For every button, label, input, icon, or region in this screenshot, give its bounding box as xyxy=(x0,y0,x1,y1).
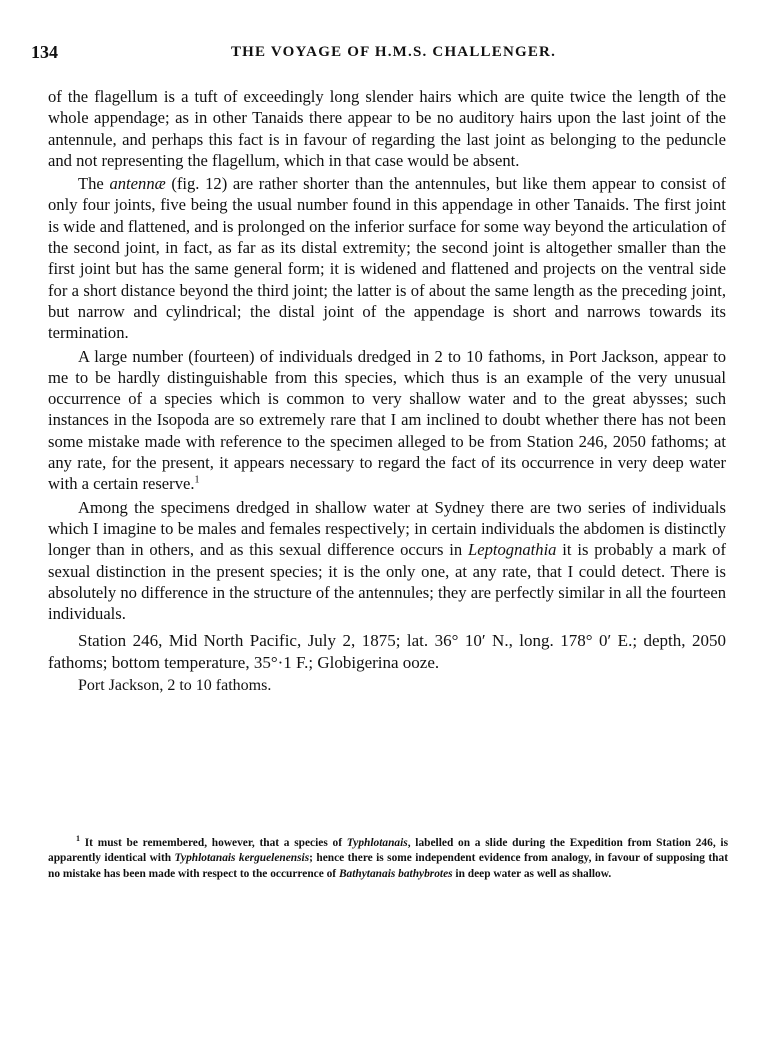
footnote-marker: 1 xyxy=(76,834,80,844)
paragraph-port-jackson-specimens xyxy=(48,346,726,495)
page-header xyxy=(31,42,756,68)
term-leptognathia: Leptognathia xyxy=(467,540,557,560)
paragraph-sexual-difference-prefix: Among the specimens dredged in shallow water at Sydney there are two series of individuals which I imagine to be males and females respectively; in certain individuals the abdomen is distinctly longer than in others, and as this sexual difference occurs in xyxy=(48,497,726,560)
paragraph-antennae xyxy=(48,173,726,343)
footnote-part-1: It must be remembered, however, that a species of xyxy=(80,837,347,849)
running-title: THE VOYAGE OF H.M.S. CHALLENGER. xyxy=(230,44,557,60)
port-jackson-record: Port Jackson, 2 to 10 fathoms. xyxy=(78,677,272,695)
paragraph-antennae-prefix: The xyxy=(78,174,110,194)
footnote-part-3: ; hence there is some independent evidence from analogy, in favour of supposing that no mistake has been made with respect to the occurrence of xyxy=(48,852,728,880)
footnote-part-4: in deep water as well as shallow. xyxy=(452,867,612,880)
footnote-reference: 1 xyxy=(194,474,200,486)
footnote-text xyxy=(48,836,728,882)
paragraph-antennae-text: (fig. 12) are rather shorter than the antennules, but like them appear to consist of only four joints, five being the usual number found in this appendage in other Tanaids. The first joint is wide and flattened, and is prolonged on the inferior surface for some way beyond the articulation of the second joint, in fact, as far as its distal extremity; the second joint is altogether smaller than the first joint but has the same general form; it is widened and flattened and projects on the ventral side for a short distance beyond the third joint; the latter is of about the same length as the preceding joint, but narrow and cylindrical; the distal joint of the appendage is short and narrows towards its termination. xyxy=(48,174,726,343)
footnote-part-2: , labelled on a slide during the Expedition from Station 246, is apparently identical with xyxy=(48,837,729,865)
term-antennae: antennæ xyxy=(109,174,166,194)
footnote-term-bathytanais: Bathytanais bathybrotes xyxy=(338,867,453,880)
footnote-term-kerguelenensis: Typhlotanais kerguelenensis xyxy=(174,852,310,865)
paragraph-sexual-difference xyxy=(48,497,726,625)
paragraph-sexual-difference-text: it is probably a mark of sexual distinction in the present species; it is the only one, at any rate, that I could detect. There is absolutely no difference in the structure of the antennules; they are perfectly similar in all the fourteen individuals. xyxy=(48,540,726,624)
footnote xyxy=(48,836,728,882)
paragraph-flagellum: of the flagellum is a tuft of exceedingly long slender hairs which are quite twice the length of the whole appendage; as in other Tanaids there appear to be no auditory hairs upon the last joint of the antennule, and perhaps this fact is in favour of regarding the last joint as belonging to the peduncle and not representing the flagellum, which in that case would be absent. xyxy=(48,87,726,170)
body-text xyxy=(48,86,726,698)
footnote-term-typhlotanais: Typhlotanais xyxy=(346,837,408,849)
paragraph-port-jackson-text: A large number (fourteen) of individuals dredged in 2 to 10 fathoms, in Port Jackson, appear to me to be hardly distinguishable from this species, which thus is an example of the very unusual occurrence of a species which is common to very shallow water and to the great abysses; such instances in the Isopoda are so extremely rare that I am inclined to doubt whether there has not been some mistake made with reference to the specimen alleged to be from Station 246, 2050 fathoms; at any rate, for the present, it appears necessary to regard the fact of its occurrence in very deep water with a certain reserve. xyxy=(48,346,726,494)
page-number: 134 xyxy=(31,42,58,62)
station-record: Station 246, Mid North Pacific, July 2, 1875; lat. 36° 10′ N., long. 178° 0′ E.; depth, 2050 fathoms; bottom temperature, 35°·1 F.; Globigerina ooze. xyxy=(48,631,726,672)
